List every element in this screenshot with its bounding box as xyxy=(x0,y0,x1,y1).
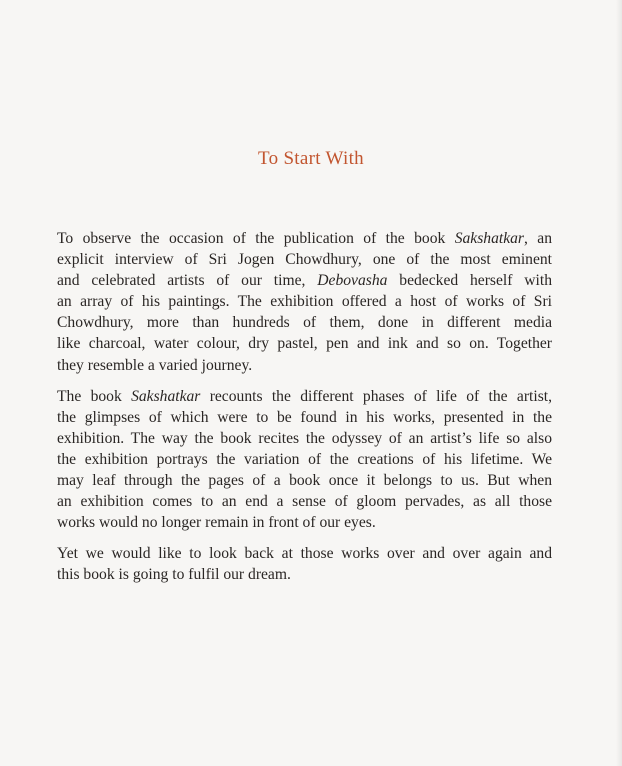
paragraph-2 xyxy=(57,386,552,534)
text-line: the exhibition portrays the variation of the creations of his lifetime. We xyxy=(57,450,552,468)
paragraph-1 xyxy=(57,228,552,376)
text-line: To observe the occasion of the publication of the book Sakshatkar, an xyxy=(57,230,552,247)
body-text xyxy=(57,228,552,596)
page-title: To Start With xyxy=(258,148,364,169)
text-line: explicit interview of Sri Jogen Chowdhury, one of the most eminent xyxy=(57,251,552,269)
text-line: this book is going to fulfil our dream. xyxy=(57,566,291,584)
text-line: may leaf through the pages of a book once it belongs to us. But when xyxy=(57,472,552,490)
text-line: The book Sakshatkar recounts the different phases of life of the artist, xyxy=(57,387,552,405)
text-line: an exhibition comes to an end a sense of gloom pervades, as all those xyxy=(57,493,552,511)
text-line: works would no longer remain in front of our eyes. xyxy=(57,514,376,532)
page-edge-shadow xyxy=(616,0,622,766)
text-line: Chowdhury, more than hundreds of them, done in different media xyxy=(57,314,552,332)
paragraph-3 xyxy=(57,543,552,585)
text-line: an array of his paintings. The exhibition offered a host of works of Sri xyxy=(57,293,552,311)
text-line: like charcoal, water colour, dry pastel, pen and ink and so on. Together xyxy=(57,335,552,353)
text-line: Yet we would like to look back at those works over and over again and xyxy=(57,545,552,563)
text-line: exhibition. The way the book recites the odyssey of an artist’s life so also xyxy=(57,429,552,447)
text-line: they resemble a varied journey. xyxy=(57,356,253,374)
text-line: and celebrated artists of our time, Debovasha bedecked herself with xyxy=(57,272,553,290)
text-line: the glimpses of which were to be found in his works, presented in the xyxy=(57,408,552,426)
